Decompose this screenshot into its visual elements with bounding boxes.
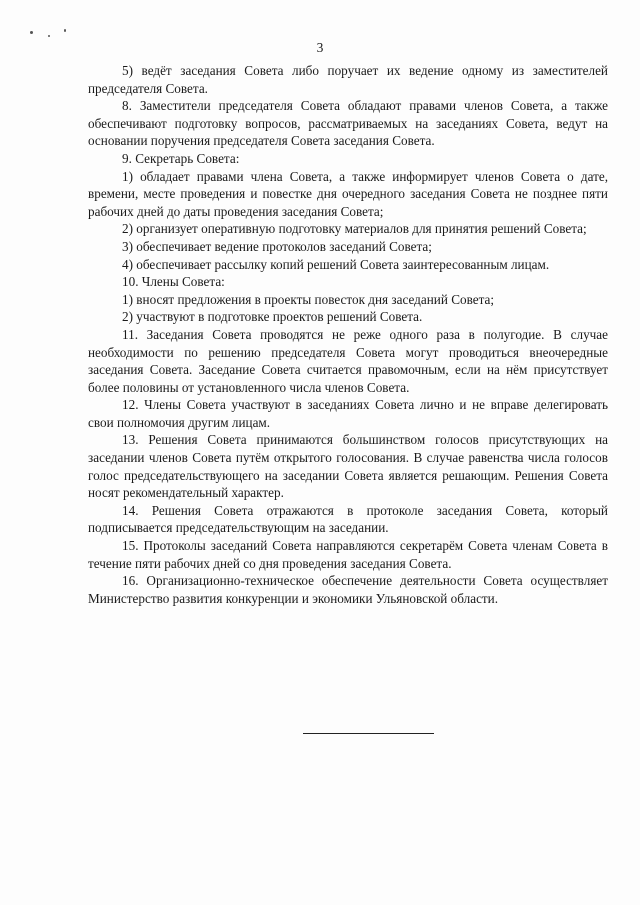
paragraph: 5) ведёт заседания Совета либо поручает их ведение одному из заместителей председателя Совета. — [88, 63, 608, 96]
paragraph: 2) участвуют в подготовке проектов решений Совета. — [122, 309, 423, 325]
paragraph: 2) организует оперативную подготовку материалов для принятия решений Совета; — [122, 221, 587, 237]
paragraph: 15. Протоколы заседаний Совета направляются секретарём Совета членам Совета в течение пяти рабочих дней со дня проведения заседания Совета. — [88, 538, 608, 571]
paragraph: 16. Организационно-техническое обеспечение деятельности Совета осуществляет Министерство развития конкуренции и экономики Ульяновской области. — [88, 573, 608, 606]
scan-speck — [30, 31, 33, 34]
document-body — [88, 62, 608, 607]
paragraph: 9. Секретарь Совета: — [122, 150, 240, 166]
paragraph: 13. Решения Совета принимаются большинством голосов присутствующих на заседании членов Совета путём открытого голосования. В случае равенства числа голосов голос председательствующего на заседании Совета является решающим. Решения Совета носят рекомендательный характер. — [88, 432, 608, 501]
scan-speck — [64, 29, 66, 32]
paragraph: 11. Заседания Совета проводятся не реже одного раза в полугодие. В случае необходимости по решению председателя Совета могут проводиться внеочередные заседания Совета. Заседание Совета считается правомочным, если на нём присутствует более половины от установленного числа членов Совета. — [88, 326, 608, 395]
paragraph: 4) обеспечивает рассылку копий решений Совета заинтересованным лицам. — [122, 256, 550, 272]
paragraph: 14. Решения Совета отражаются в протоколе заседания Совета, который подписывается председательствующим на заседании. — [88, 502, 608, 536]
page-number: 3 — [316, 40, 324, 55]
paragraph: 8. Заместители председателя Совета обладают правами членов Совета, а также обеспечивают подготовку вопросов, рассматриваемых на заседаниях Совета, ведут на основании поручения председателя Совета заседания Совета. — [88, 98, 608, 149]
end-separator-line — [303, 733, 434, 734]
paragraph: 1) вносят предложения в проекты повесток дня заседаний Совета; — [122, 291, 495, 307]
paragraph: 12. Члены Совета участвуют в заседаниях Совета лично и не вправе делегировать свои полномочия другим лицам. — [88, 397, 608, 430]
paragraph: 10. Члены Совета: — [122, 274, 225, 290]
paragraph: 1) обладает правами члена Совета, а также информирует членов Совета о дате, времени, месте проведения и повестке дня очередного заседания Совета не позднее пяти рабочих дней до даты проведения заседания Совета; — [88, 168, 608, 219]
paragraph: 3) обеспечивает ведение протоколов заседаний Совета; — [122, 238, 432, 254]
scan-speck — [48, 35, 50, 37]
